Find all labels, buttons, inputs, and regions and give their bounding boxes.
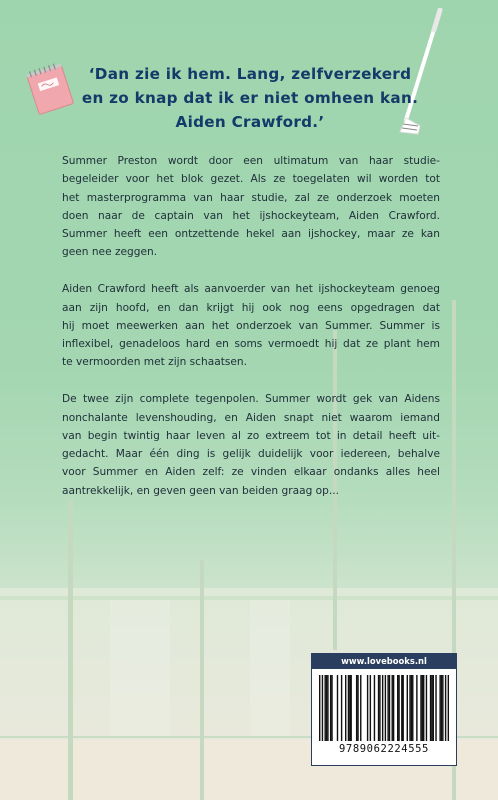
blurb-line: hij moet meewerken aan het onderzoek van Summer. Summer is — [62, 319, 440, 332]
blurb-line: Summer heeft een ontzettende hekel aan ijshockey, maar ze kan — [62, 228, 440, 241]
barcode-bar — [445, 675, 446, 741]
barcode-bar — [441, 675, 442, 741]
blurb-line: van begin twintig haar leven al zo extreem tot in detail heeft uit- — [62, 429, 440, 442]
barcode-bar — [326, 675, 327, 741]
blurb-line: het masterprogramma van haar studie, zal ze onderzoek moeten — [62, 191, 440, 204]
quote-line: ‘Dan zie ik hem. Lang, zelfverzekerd — [88, 65, 412, 83]
barcode-bar — [439, 675, 440, 741]
barcode-bar — [392, 675, 393, 741]
publisher-website: www.lovebooks.nl — [312, 654, 456, 669]
barcode-bar — [379, 675, 380, 741]
barcode-bar — [337, 675, 338, 741]
quote-line: en zo knap dat ik er niet omheen kan. — [81, 89, 419, 107]
glass-reflection — [250, 600, 290, 736]
blurb-line: De twee zijn complete tegenpolen. Summer wordt gek van Aidens — [62, 393, 440, 406]
barcode-bar — [442, 675, 443, 741]
barcode-bar — [430, 675, 431, 741]
barcode-bar — [435, 675, 436, 741]
pull-quote — [60, 62, 440, 134]
barcode-bar — [324, 675, 325, 741]
barcode-bar — [367, 675, 368, 741]
barcode-bar — [348, 675, 349, 741]
barcode-bar — [397, 675, 398, 741]
blurb — [62, 152, 440, 519]
barcode-bar — [416, 675, 417, 741]
barcode-bar — [402, 675, 403, 741]
blurb-line: aan zijn hoofd, en dan krijgt hij ook nog eens opgedragen dat — [62, 301, 440, 314]
barcode-bar — [360, 675, 361, 741]
barcode-bar — [378, 675, 379, 741]
blurb-line: begeleider voor het blok gezet. Als ze toegelaten wil worden tot — [62, 173, 440, 186]
blurb-line: voor Summer en Aiden zelf: ze vinden elkaar ondanks alles heel — [62, 466, 440, 479]
barcode-bar — [382, 675, 383, 741]
barcode-bar — [401, 675, 402, 741]
blurb-line: gedacht. Maar één ding is gelijk duidelijk voor iedereen, behalve — [62, 448, 440, 461]
blurb-line: aantrekkelijk, en geven geen van beiden graag op... — [62, 484, 339, 497]
barcode-bar — [411, 675, 412, 741]
barcode-bar — [387, 675, 388, 741]
glass-post — [200, 560, 204, 800]
barcode-bar — [370, 675, 371, 741]
barcode-bar — [322, 675, 323, 741]
barcode-bar — [412, 675, 413, 741]
barcode-bar — [330, 675, 331, 741]
barcode-bar — [357, 675, 358, 741]
barcode-bar — [319, 675, 320, 741]
isbn-number: 9789062224555 — [339, 743, 429, 755]
quote-line: Aiden Crawford.’ — [175, 113, 325, 131]
barcode-bar — [448, 675, 449, 741]
blurb-paragraph — [62, 390, 440, 500]
barcode-bar — [393, 675, 394, 741]
glass-top-rail — [0, 596, 498, 600]
glass-post — [68, 500, 73, 800]
barcode-bar — [345, 675, 346, 741]
isbn-barcode-box — [311, 653, 457, 766]
barcode-bar — [385, 675, 386, 741]
blurb-line: Summer Preston wordt door een ultimatum van haar studie- — [62, 155, 440, 167]
barcode-bar — [327, 675, 328, 741]
blurb-line: geen nee zeggen. — [62, 246, 158, 259]
barcode-bar — [420, 675, 421, 741]
blurb-line: nonchalante levenshouding, en Aiden snapt niet waarom iemand — [62, 411, 440, 424]
barcode-bar — [398, 675, 399, 741]
barcode-bar — [423, 675, 424, 741]
barcode-graphic — [319, 675, 449, 741]
glass-reflection — [110, 600, 170, 736]
barcode-bar — [350, 675, 351, 741]
barcode-bar — [422, 675, 423, 741]
barcode-bar — [341, 675, 342, 741]
blurb-paragraph — [62, 152, 440, 262]
barcode-bar — [389, 675, 390, 741]
blurb-line: Aiden Crawford heeft als aanvoerder van het ijshockeyteam genoeg — [62, 283, 440, 296]
blurb-line: inflexibel, genadeloos hard en soms vermoedt hij dat ze plant hem — [62, 338, 440, 351]
blurb-paragraph — [62, 280, 440, 371]
barcode-bar — [407, 675, 408, 741]
barcode-bar — [433, 675, 434, 741]
barcode-bar — [356, 675, 357, 741]
blurb-line: te vermoorden met zijn schaatsen. — [62, 356, 247, 369]
barcode-bar — [349, 675, 350, 741]
barcode-bar — [331, 675, 332, 741]
barcode-bar — [409, 675, 410, 741]
barcode-bar — [426, 675, 427, 741]
barcode-bar — [374, 675, 375, 741]
barcode-bar — [431, 675, 432, 741]
blurb-line: doen naar de captain van het ijshockeyteam, Aiden Crawford. — [62, 209, 440, 222]
